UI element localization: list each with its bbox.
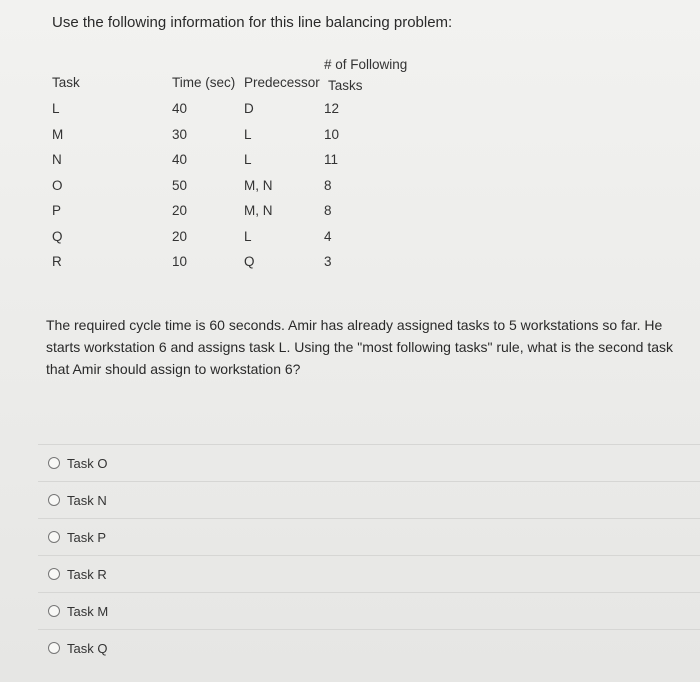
cell-predecessor: M, N xyxy=(244,203,273,219)
table-row xyxy=(52,224,424,250)
cell-following: 8 xyxy=(324,203,332,219)
answer-option-label: Task O xyxy=(67,455,108,471)
answer-options xyxy=(38,444,700,666)
table-row xyxy=(52,249,424,275)
cell-task: N xyxy=(52,152,62,168)
cell-time: 20 xyxy=(172,228,188,244)
cell-predecessor: L xyxy=(244,152,252,168)
answer-option-label: Task R xyxy=(67,566,107,582)
cell-following: 8 xyxy=(324,177,332,193)
answer-option[interactable] xyxy=(38,555,700,592)
cell-predecessor: L xyxy=(244,228,252,244)
answer-option-label: Task P xyxy=(67,529,107,545)
answer-option[interactable] xyxy=(38,518,700,555)
header-following-line1: # of Following xyxy=(324,57,408,72)
table-row xyxy=(52,147,424,173)
answer-option-label: Task Q xyxy=(67,640,108,656)
cell-predecessor: Q xyxy=(244,254,255,270)
answer-option-label: Task N xyxy=(67,492,107,508)
cell-following: 12 xyxy=(324,101,340,117)
radio-button[interactable] xyxy=(48,568,60,580)
header-task: Task xyxy=(52,75,80,90)
header-predecessor: Predecessor xyxy=(244,75,320,90)
answer-option[interactable] xyxy=(38,481,700,518)
cell-time: 10 xyxy=(172,254,188,270)
radio-button[interactable] xyxy=(48,531,60,543)
table-row xyxy=(52,96,424,122)
radio-button[interactable] xyxy=(48,642,60,654)
intro-text: Use the following information for this line balancing problem: xyxy=(52,14,453,31)
cell-following: 10 xyxy=(324,126,340,142)
answer-option-label: Task M xyxy=(67,603,109,619)
radio-button[interactable] xyxy=(48,457,60,469)
task-table xyxy=(52,46,424,275)
cell-predecessor: D xyxy=(244,101,254,117)
answer-option[interactable] xyxy=(38,444,700,481)
cell-task: M xyxy=(52,126,64,142)
cell-predecessor: L xyxy=(244,126,252,142)
cell-following: 4 xyxy=(324,228,332,244)
table-header-row xyxy=(52,46,424,96)
cell-task: R xyxy=(52,254,62,270)
cell-time: 40 xyxy=(172,152,188,168)
header-following xyxy=(324,46,424,96)
cell-time: 40 xyxy=(172,101,188,117)
table-row xyxy=(52,122,424,148)
cell-task: L xyxy=(52,101,60,117)
table-row xyxy=(52,198,424,224)
cell-predecessor: M, N xyxy=(244,177,273,193)
cell-task: P xyxy=(52,203,62,219)
cell-time: 50 xyxy=(172,177,188,193)
table-body xyxy=(52,96,424,275)
answer-option[interactable] xyxy=(38,629,700,666)
radio-button[interactable] xyxy=(48,494,60,506)
header-time: Time (sec) xyxy=(172,75,236,90)
header-following-line2: Tasks xyxy=(328,78,363,93)
cell-time: 20 xyxy=(172,203,188,219)
cell-task: O xyxy=(52,177,63,193)
cell-following: 11 xyxy=(324,152,339,168)
cell-following: 3 xyxy=(324,254,332,270)
cell-time: 30 xyxy=(172,126,188,142)
answer-option[interactable] xyxy=(38,592,700,629)
radio-button[interactable] xyxy=(48,605,60,617)
table-row xyxy=(52,173,424,199)
question-text: The required cycle time is 60 seconds. Amir has already assigned tasks to 5 workstations so far. He starts workstation 6 and assigns task L. Using the "most following tasks" rule, what is the second task that Amir should assign to workstation 6? xyxy=(46,317,674,377)
cell-task: Q xyxy=(52,228,63,244)
